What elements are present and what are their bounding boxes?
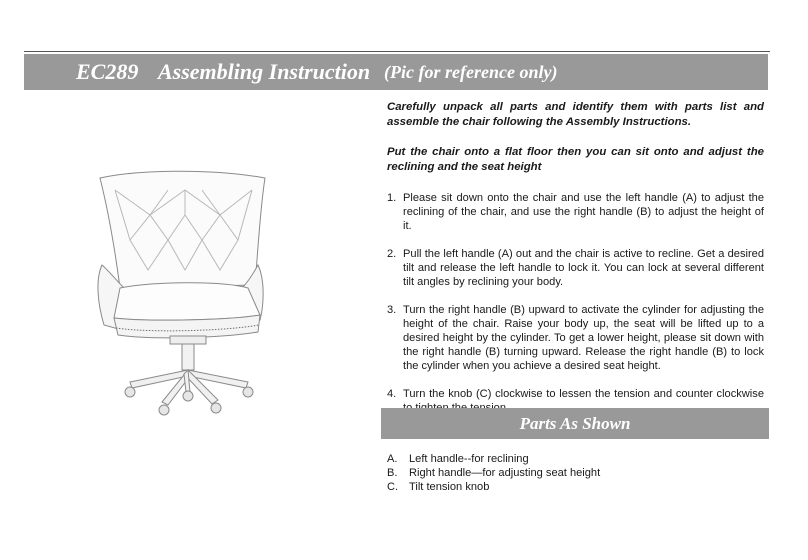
step-number: 2.: [387, 248, 397, 260]
part-letter: B.: [387, 467, 398, 479]
assembly-steps: [387, 191, 764, 415]
document-title: Assembling Instruction: [158, 59, 371, 84]
reference-note: (Pic for reference only): [384, 62, 558, 82]
step-item: [387, 303, 764, 373]
casters: [125, 387, 253, 415]
step-number: 4.: [387, 388, 397, 400]
part-text: Tilt tension knob: [409, 481, 490, 493]
part-letter: C.: [387, 481, 399, 493]
seat-cushion: [114, 283, 260, 320]
header-bar: [24, 54, 768, 90]
parts-list: [387, 452, 767, 494]
chair-illustration: [90, 170, 280, 420]
step-text: Turn the right handle (B) upward to activate the cylinder for adjusting the height of the chair. Raise your body up, the seat will be lifted up to a desired height by the cylinder. To get a lower height, please sit down with the right handle (B) turning upward. Release the right handle (B) to lock the cylinder when you achieve a desired seat height.: [403, 304, 764, 372]
parts-heading: Parts As Shown: [381, 408, 769, 439]
part-item: [387, 480, 767, 494]
intro-unpack: Carefully unpack all parts and identify them with parts list and assemble the chair following the Assembly Instructions.: [387, 101, 764, 128]
instructions-column: [387, 100, 764, 429]
step-number: 1.: [387, 192, 397, 204]
gas-cylinder: [182, 344, 194, 370]
step-item: [387, 191, 764, 233]
chair-back: [100, 171, 265, 288]
part-text: Left handle--for reclining: [409, 453, 529, 465]
step-item: [387, 247, 764, 289]
part-item: [387, 452, 767, 466]
step-text: Pull the left handle (A) out and the chair is active to recline. Get a desired tilt and release the left handle to lock it. You can lock at several different tilt angles by reclining your body.: [403, 248, 764, 288]
model-code: EC289: [76, 59, 139, 84]
mechanism: [170, 336, 206, 344]
part-text: Right handle—for adjusting seat height: [409, 467, 601, 479]
step-text: Turn the knob (C) clockwise to lessen the tension and counter clockwise: [403, 388, 764, 400]
step-text: Please sit down onto the chair and use the left handle (A) to adjust the reclining of the chair, and use the right handle (B) to adjust the height of it.: [403, 192, 764, 232]
part-letter: A.: [387, 453, 398, 465]
part-item: [387, 466, 767, 480]
top-rule: [24, 51, 770, 52]
step-number: 3.: [387, 304, 397, 316]
intro-flat-floor: Put the chair onto a flat floor then you can sit onto and adjust the reclining and the seat height: [387, 146, 764, 173]
